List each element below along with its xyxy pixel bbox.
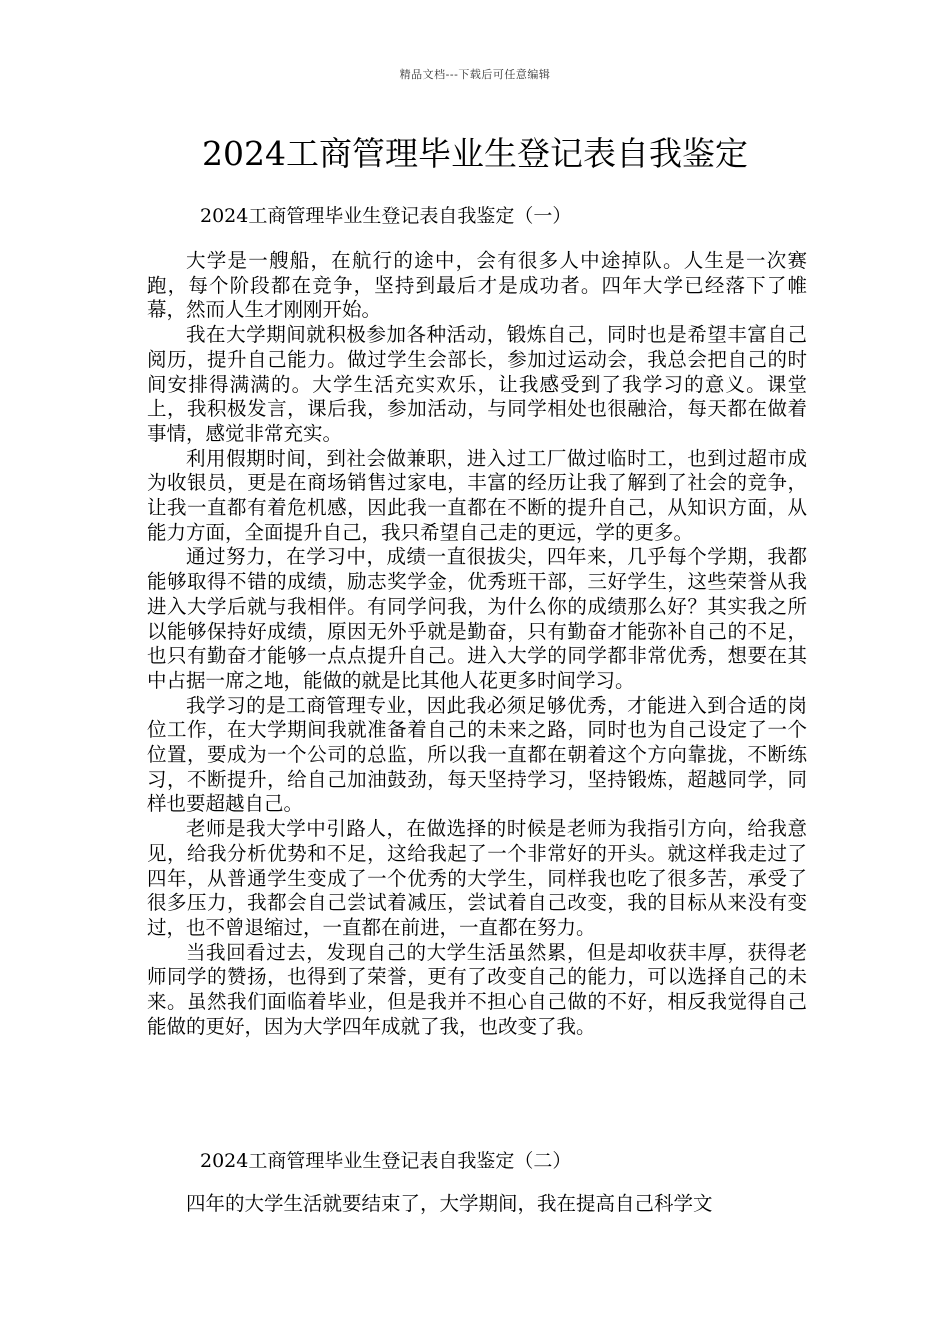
paragraph: 我在大学期间就积极参加各种活动，锻炼自己，同时也是希望丰富自己阅历，提升自己能力。做过学生会部长，参加过运动会，我总会把自己的时间安排得满满的。大学生活充实欢乐，让我感受到了我学习的意义。课堂上，我积极发言，课后我，参加活动，与同学相处也很融洽，每天都在做着事情，感觉非常充实。 [147, 323, 807, 445]
section-heading-2: 2024工商管理毕业生登记表自我鉴定（二） [200, 1150, 572, 1172]
paragraph: 我学习的是工商管理专业，因此我必须足够优秀，才能进入到合适的岗位工作，在大学期间我就准备着自己的未来之路，同时也为自己设定了一个位置，要成为一个公司的总监，所以我一直都在朝着这个方向靠拢，不断练习，不断提升，给自己加油鼓劲，每天坚持学习，坚持锻炼，超越同学，同样也要超越自己。 [147, 693, 807, 816]
document-title: 2024工商管理毕业生登记表自我鉴定 [202, 134, 748, 173]
section-heading-1: 2024工商管理毕业生登记表自我鉴定（一） [200, 205, 572, 227]
paragraph: 大学是一艘船，在航行的途中，会有很多人中途掉队。人生是一次赛跑，每个阶段都在竞争，坚持到最后才是成功者。四年大学已经落下了帷幕，然而人生才刚刚开始。 [147, 249, 807, 322]
paragraph: 当我回看过去，发现自己的大学生活虽然累，但是却收获丰厚，获得老师同学的赞扬，也得到了荣誉，更有了改变自己的能力，可以选择自己的未来。虽然我们面临着毕业，但是我并不担心自己做的不好，相反我觉得自己能做的更好，因为大学四年成就了我，也改变了我。 [147, 940, 807, 1038]
section-body-1 [147, 249, 807, 1040]
section-body-2 [147, 1192, 807, 1217]
paragraph: 老师是我大学中引路人，在做选择的时候是老师为我指引方向，给我意见，给我分析优势和不足，这给我起了一个非常好的开头。就这样我走过了四年，从普通学生变成了一个优秀的大学生，同样我也吃了很多苦，承受了很多压力，我都会自己尝试着减压，尝试着自己改变，我的目标从来没有变过，也不曾退缩过，一直都在前进，一直都在努力。 [147, 817, 807, 939]
paragraph: 四年的大学生活就要结束了，大学期间，我在提高自己科学文 [186, 1192, 713, 1215]
header-note: 精品文档---下载后可任意编辑 [399, 68, 551, 81]
paragraph: 利用假期时间，到社会做兼职，进入过工厂做过临时工，也到过超市成为收银员，更是在商场销售过家电，丰富的经历让我了解到了社会的竞争，让我一直都有着危机感，因此我一直都在不断的提升自己，从知识方面，从能力方面，全面提升自己，我只希望自己走的更远，学的更多。 [147, 446, 807, 544]
paragraph: 通过努力，在学习中，成绩一直很拔尖，四年来，几乎每个学期，我都能够取得不错的成绩，励志奖学金，优秀班干部，三好学生，这些荣誉从我进入大学后就与我相伴。有同学问我，为什么你的成绩那么好？其实我之所以能够保持好成绩，原因无外乎就是勤奋，只有勤奋才能弥补自己的不足，也只有勤奋才能够一点点提升自己。进入大学的同学都非常优秀，想要在其中占据一席之地，能做的就是比其他人花更多时间学习。 [147, 545, 807, 692]
